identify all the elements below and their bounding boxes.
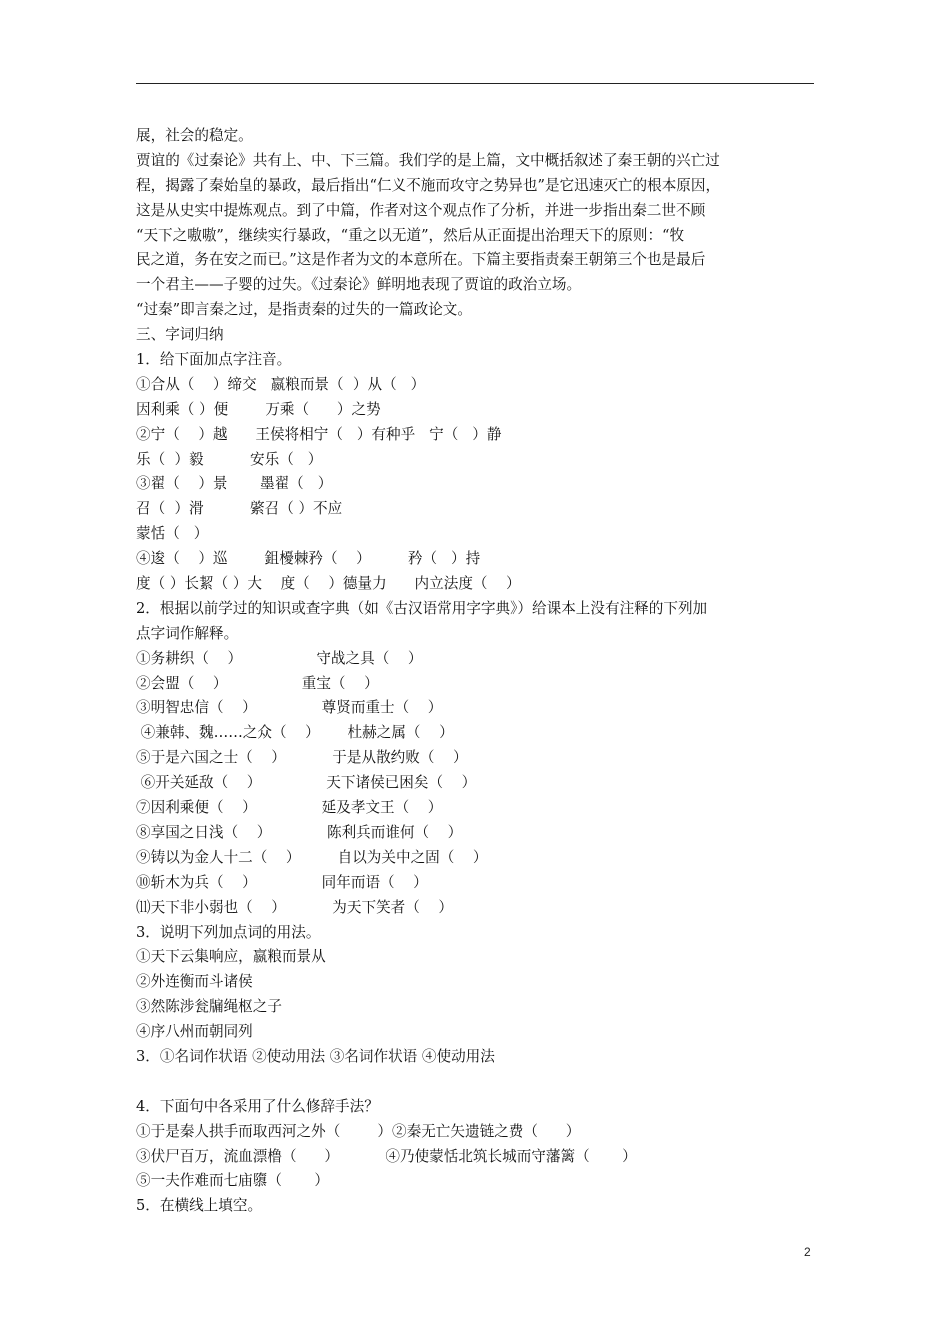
text-line: 4．下面句中各采用了什么修辞手法？ [136, 1097, 379, 1115]
text-line: 展，社会的稳定。 [136, 127, 253, 144]
text-line: 5．在横线上填空。 [136, 1197, 263, 1215]
text-line: ⑥开关延敌（ ） 天下诸侯已困矣（ ） [136, 774, 477, 792]
text-line: 三、字词归纳 [136, 326, 224, 344]
text-line: ⑦因利乘便（ ） 延及孝文王（ ） [136, 799, 443, 817]
text-line: ①合从（ ）缔交 嬴粮而景（ ）从（ ） [136, 375, 426, 393]
text-line: ④兼韩、魏……之众（ ） 杜赫之属（ ） [136, 724, 454, 742]
text-line: ①天下云集响应，嬴粮而景从 [136, 948, 326, 966]
text-line: 程，揭露了秦始皇的暴政，最后指出“仁义不施而攻守之势异也”是它迅速灭亡的根本原因， [136, 176, 721, 194]
text-line: 因利乘（ ）便 万乘（ ）之势 [136, 400, 381, 418]
text-line: ③伏尸百万，流血漂橹（ ） ④乃使蒙恬北筑长城而守藩篱（ ） [136, 1147, 637, 1165]
text-line: 乐（ ）毅 安乐（ ） [136, 450, 323, 468]
text-line: 2．根据以前学过的知识或查字典（如《古汉语常用字字典》）给课本上没有注释的下列加 [136, 599, 708, 617]
text-line: ④逡（ ）巡 鉏櫌棘矜（ ） 矜（ ）持 [136, 550, 481, 568]
text-line: ③明智忠信（ ） 尊贤而重士（ ） [136, 699, 443, 717]
text-line: 蒙恬（ ） [136, 525, 209, 543]
text-line: “天下之嗷嗷”，继续实行暴政，“重之以无道”，然后从正面提出治理天下的原则：“牧 [136, 226, 685, 244]
text-line: ②宁（ ）越 王侯将相宁（ ）有种乎 宁（ ）静 [136, 425, 502, 443]
text-line: ③翟（ ）景 墨翟（ ） [136, 475, 333, 493]
text-line: ⑤一夫作难而七庙隳（ ） [136, 1172, 330, 1190]
document-body [136, 124, 826, 1219]
text-line: 民之道，务在安之而已。”这是作者为文的本意所在。下篇主要指责秦王朝第三个也是最后 [136, 251, 706, 269]
text-line: ④序八州而朝同列 [136, 1023, 253, 1041]
text-line: 度（ ）长絜（ ）大 度（ ）德量力 内立法度（ ） [136, 575, 521, 593]
text-line: ⑩斩木为兵（ ） 同年而语（ ） [136, 873, 428, 891]
text-line: 1．给下面加点字注音。 [136, 351, 292, 369]
text-line: ②会盟（ ） 重宝（ ） [136, 674, 379, 692]
text-line: ⑧享国之日浅（ ） 陈利兵而谁何（ ） [136, 823, 463, 841]
text-line: ⑤于是六国之士（ ） 于是从散约败（ ） [136, 749, 468, 767]
text-line: 3．①名词作状语 ②使动用法 ③名词作状语 ④使动用法 [136, 1047, 495, 1065]
text-line: ③然陈涉瓮牖绳枢之子 [136, 998, 282, 1016]
text-line: 这是从史实中提炼观点。到了中篇，作者对这个观点作了分析，并进一步指出秦二世不顾 [136, 201, 706, 219]
text-line: ⑨铸以为金人十二（ ） 自以为关中之固（ ） [136, 848, 488, 866]
text-line: “过秦”即言秦之过，是指责秦的过失的一篇政论文。 [136, 301, 472, 319]
text-line: 一个君主——子婴的过失。《过秦论》鲜明地表现了贾谊的政治立场。 [136, 276, 582, 294]
text-line: 召（ ）滑 綮召（ ）不应 [136, 500, 343, 518]
page-number: 2 [804, 1245, 811, 1259]
text-line: 贾谊的《过秦论》共有上、中、下三篇。我们学的是上篇，文中概括叙述了秦王朝的兴亡过 [136, 151, 720, 169]
header-rule [136, 83, 814, 84]
text-line [136, 1070, 826, 1095]
text-line: 3．说明下列加点词的用法。 [136, 923, 321, 941]
text-line: 点字词作解释。 [136, 624, 239, 642]
text-line: ⑾天下非小弱也（ ） 为天下笑者（ ） [136, 898, 454, 916]
text-line: ①务耕织（ ） 守战之具（ ） [136, 649, 423, 667]
text-line: ②外连衡而斗诸侯 [136, 973, 253, 991]
text-line: ①于是秦人拱手而取西河之外（ ）②秦无亡矢遗链之费（ ） [136, 1122, 581, 1140]
